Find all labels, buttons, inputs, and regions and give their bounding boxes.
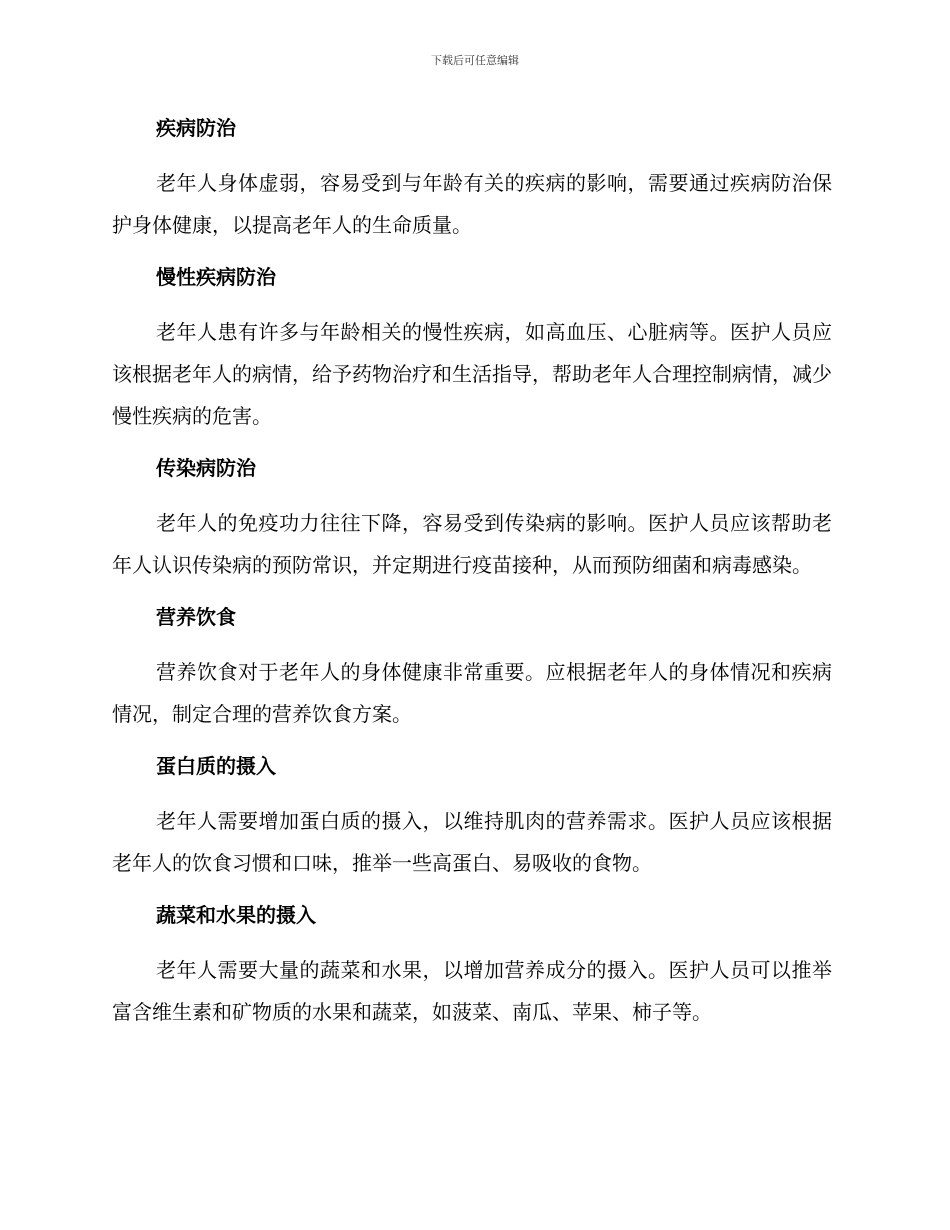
section-paragraph-disease-prevention: 老年人身体虚弱，容易受到与年龄有关的疾病的影响，需要通过疾病防治保护身体健康，以提高老年人的生命质量。 bbox=[112, 171, 832, 237]
page-header: 下载后可任意编辑 bbox=[431, 54, 519, 67]
section-paragraph-chronic-disease: 老年人患有许多与年龄相关的慢性疾病，如高血压、心脏病等。医护人员应该根据老年人的病情，给予药物治疗和生活指导，帮助老年人合理控制病情，减少慢性疾病的危害。 bbox=[112, 320, 832, 428]
section-heading-vegetables-fruits: 蔬菜和水果的摄入 bbox=[156, 903, 316, 927]
section-heading-disease-prevention: 疾病防治 bbox=[156, 116, 236, 140]
section-heading-nutrition: 营养饮食 bbox=[156, 605, 236, 629]
section-heading-protein-intake: 蛋白质的摄入 bbox=[156, 754, 276, 778]
section-paragraph-protein-intake: 老年人需要增加蛋白质的摄入，以维持肌肉的营养需求。医护人员应该根据老年人的饮食习惯和口味，推举一些高蛋白、易吸收的食物。 bbox=[112, 809, 832, 875]
section-heading-infectious-disease: 传染病防治 bbox=[156, 456, 256, 480]
section-paragraph-vegetables-fruits: 老年人需要大量的蔬菜和水果，以增加营养成分的摄入。医护人员可以推举富含维生素和矿物质的水果和蔬菜，如菠菜、南瓜、苹果、柿子等。 bbox=[112, 958, 832, 1024]
document-body bbox=[112, 112, 832, 1033]
section-paragraph-nutrition: 营养饮食对于老年人的身体健康非常重要。应根据老年人的身体情况和疾病情况，制定合理的营养饮食方案。 bbox=[112, 660, 832, 726]
section-paragraph-infectious-disease: 老年人的免疫功力往往下降，容易受到传染病的影响。医护人员应该帮助老年人认识传染病的预防常识，并定期进行疫苗接种，从而预防细菌和病毒感染。 bbox=[112, 511, 832, 577]
section-heading-chronic-disease: 慢性疾病防治 bbox=[156, 265, 276, 289]
